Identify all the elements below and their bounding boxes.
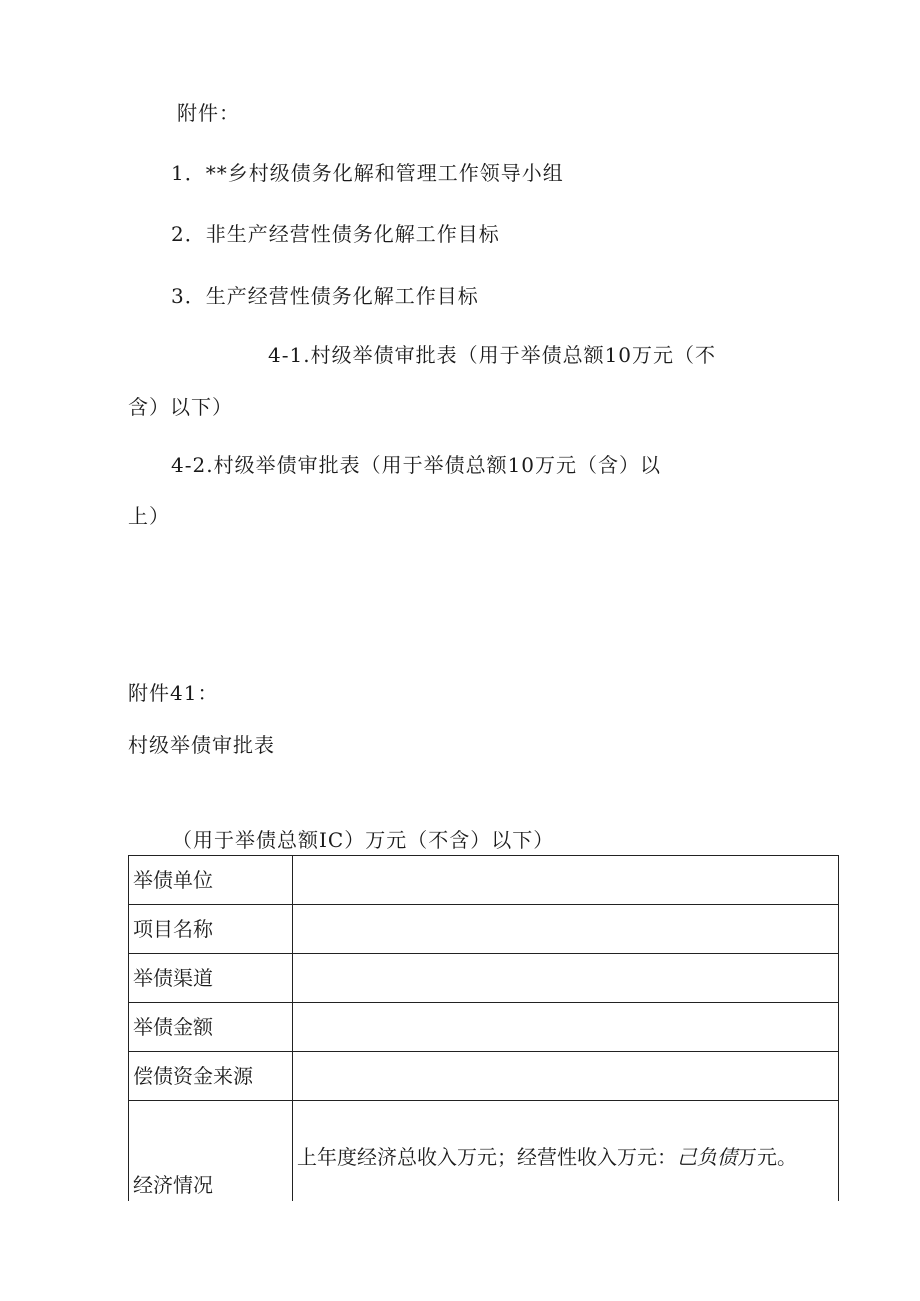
economy-text-part2: 万元。	[737, 1145, 797, 1169]
attachment-item-4-1-line2: 含）以下）	[128, 395, 233, 419]
row-label-debt-unit: 举债单位	[129, 856, 293, 905]
form-title: 村级举债审批表	[128, 733, 275, 757]
row-value-project-name[interactable]	[293, 905, 839, 954]
table-row	[129, 954, 839, 1003]
form-subtitle: （用于举债总额IC）万元（不含）以下）	[172, 828, 555, 852]
attachment-item-4-1-line1: 4-1.村级举债审批表（用于举债总额10万元（不	[268, 343, 717, 367]
row-value-debt-channel[interactable]	[293, 954, 839, 1003]
row-label-debt-channel: 举债渠道	[129, 954, 293, 1003]
attachment-item-3: 3．生产经营性债务化解工作目标	[171, 284, 479, 308]
table-row	[129, 1003, 839, 1052]
row-label-project-name: 项目名称	[129, 905, 293, 954]
attachment-item-2: 2．非生产经营性债务化解工作目标	[171, 222, 500, 246]
economy-text-italic: 己负债	[677, 1145, 737, 1169]
row-label-debt-amount: 举债金额	[129, 1003, 293, 1052]
table-row	[129, 856, 839, 905]
row-value-repayment-source[interactable]	[293, 1052, 839, 1101]
attachment-item-4-2-line1: 4-2.村级举债审批表（用于举债总额10万元（含）以	[171, 453, 662, 477]
row-label-economy: 经济情况	[129, 1101, 293, 1201]
annex-label: 附件41：	[128, 681, 219, 705]
row-value-debt-amount[interactable]	[293, 1003, 839, 1052]
table-row	[129, 1052, 839, 1101]
table-row	[129, 905, 839, 954]
row-value-debt-unit[interactable]	[293, 856, 839, 905]
attachment-item-4-2-line2: 上）	[128, 504, 170, 528]
row-label-repayment-source: 偿债资金来源	[129, 1052, 293, 1101]
attachment-item-1: 1．**乡村级债务化解和管理工作领导小组	[171, 161, 564, 185]
economy-text-part1: 上年度经济总收入万元；经营性收入万元：	[297, 1145, 677, 1169]
row-value-economy	[293, 1101, 839, 1201]
attachments-heading: 附件：	[177, 101, 240, 125]
debt-approval-table	[128, 855, 839, 1201]
table-row-economy	[129, 1101, 839, 1201]
